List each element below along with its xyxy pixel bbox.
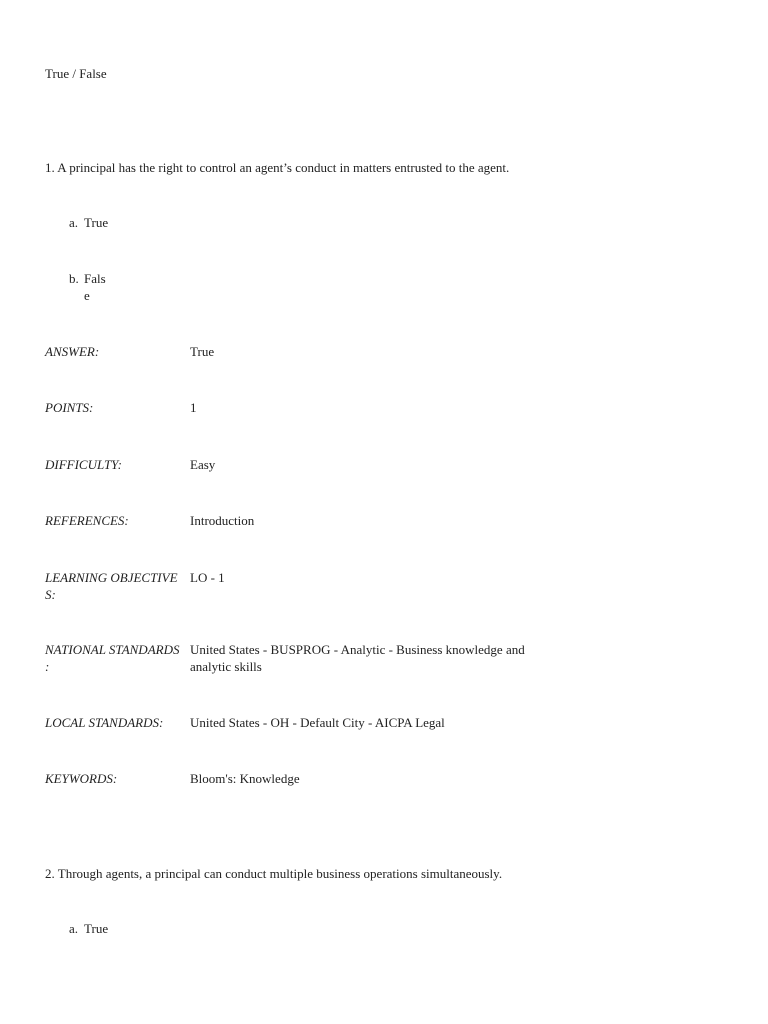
national-standards-label-line1: NATIONAL STANDARDS — [45, 642, 180, 657]
learning-objectives-value: LO - 1 — [190, 570, 225, 585]
references-value: Introduction — [190, 513, 255, 528]
choice-letter: b. — [69, 271, 79, 286]
national-standards-value-line2: analytic skills — [190, 659, 262, 674]
learning-objectives-label-line2: S: — [45, 587, 56, 602]
learning-objectives-label-line1: LEARNING OBJECTIVE — [45, 570, 178, 585]
references-label: REFERENCES: — [45, 513, 129, 528]
choice-letter: a. — [69, 921, 79, 936]
question-2-text: 2. Through agents, a principal can conduct multiple business operations simultaneously. — [45, 866, 503, 881]
local-standards-label: LOCAL STANDARDS: — [45, 715, 164, 730]
keywords-value: Bloom's: Knowledge — [190, 771, 300, 786]
difficulty-label: DIFFICULTY: — [45, 457, 122, 472]
national-standards-value-line1: United States - BUSPROG - Analytic - Business knowledge and — [190, 642, 525, 657]
question-1-text: 1. A principal has the right to control an agent’s conduct in matters entrusted to the agent. — [45, 160, 510, 175]
section-title: True / False — [45, 66, 107, 81]
answer-label: ANSWER: — [45, 344, 100, 359]
choice-text: True — [84, 215, 109, 230]
choice-letter: a. — [69, 215, 79, 230]
national-standards-label-line2: : — [45, 659, 50, 674]
keywords-label: KEYWORDS: — [45, 771, 118, 786]
points-label: POINTS: — [45, 400, 94, 415]
answer-value: True — [190, 344, 215, 359]
difficulty-value: Easy — [190, 457, 216, 472]
choice-text: True — [84, 921, 109, 936]
points-value: 1 — [190, 400, 197, 415]
choice-text-line2: e — [84, 288, 90, 303]
local-standards-value: United States - OH - Default City - AICPA Legal — [190, 715, 445, 730]
choice-text-line1: Fals — [84, 271, 106, 286]
